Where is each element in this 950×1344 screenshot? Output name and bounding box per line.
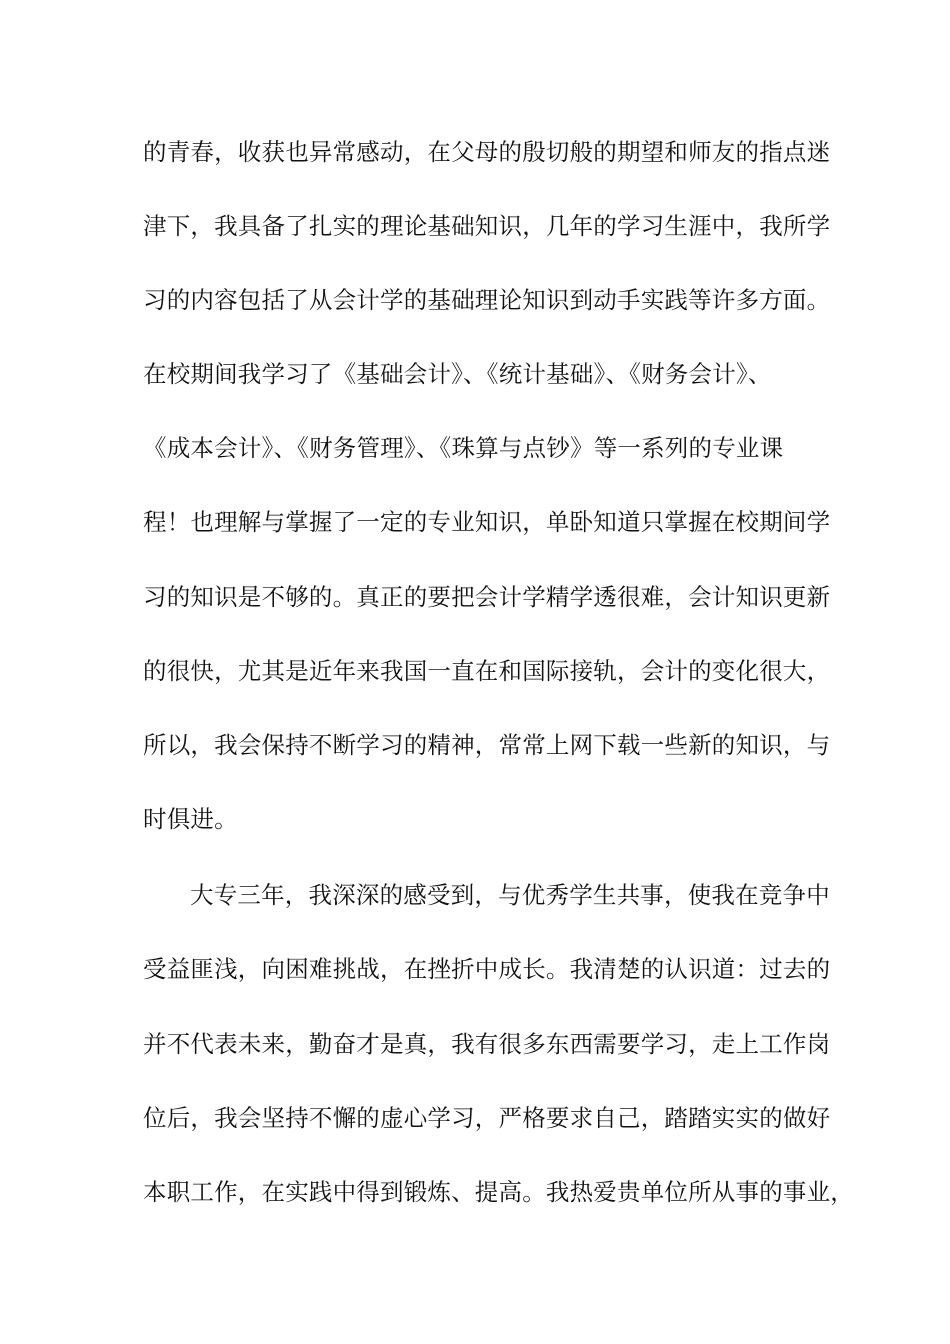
text-line-9: 所以，我会保持不断学习的精神，常常上网下载一些新的知识，与 xyxy=(143,731,831,759)
paragraph-2-line-5: 本职工作，在实践中得到锻炼、提高。我热爱贵单位所从事的事业， xyxy=(143,1178,854,1206)
text-line-7: 习的知识是不够的。真正的要把会计学精学透很难，会计知识更新 xyxy=(143,583,831,611)
text-line-4: 在校期间我学习了《基础会计》、《统计基础》、《财务会计》、 xyxy=(143,360,772,388)
text-line-3: 习的内容包括了从会计学的基础理论知识到动手实践等许多方面。 xyxy=(143,286,831,314)
paragraph-2-line-2: 受益匪浅，向困难挑战，在挫折中成长。我清楚的认识道：过去的 xyxy=(143,955,831,983)
text-line-6: 程！也理解与掌握了一定的专业知识，单卧知道只掌握在校期间学 xyxy=(143,508,831,536)
text-line-10: 时俱进。 xyxy=(143,805,238,833)
text-line-2: 津下，我具备了扎实的理论基础知识，几年的学习生涯中，我所学 xyxy=(143,212,831,240)
text-line-8: 的很快，尤其是近年来我国一直在和国际接轨，会计的变化很大， xyxy=(143,657,831,685)
paragraph-2-line-3: 并不代表未来，勤奋才是真，我有很多东西需要学习，走上工作岗 xyxy=(143,1030,831,1058)
paragraph-2-line-1: 大专三年，我深深的感受到，与优秀学生共事，使我在竞争中 xyxy=(190,881,830,909)
paragraph-2-line-4: 位后，我会坚持不懈的虚心学习，严格要求自己，踏踏实实的做好 xyxy=(143,1104,831,1132)
text-line-1: 的青春，收获也异常感动，在父母的殷切般的期望和师友的指点迷 xyxy=(143,138,831,166)
text-line-5: 《成本会计》、《财务管理》、《珠算与点钞》等一系列的专业课 xyxy=(143,434,784,462)
